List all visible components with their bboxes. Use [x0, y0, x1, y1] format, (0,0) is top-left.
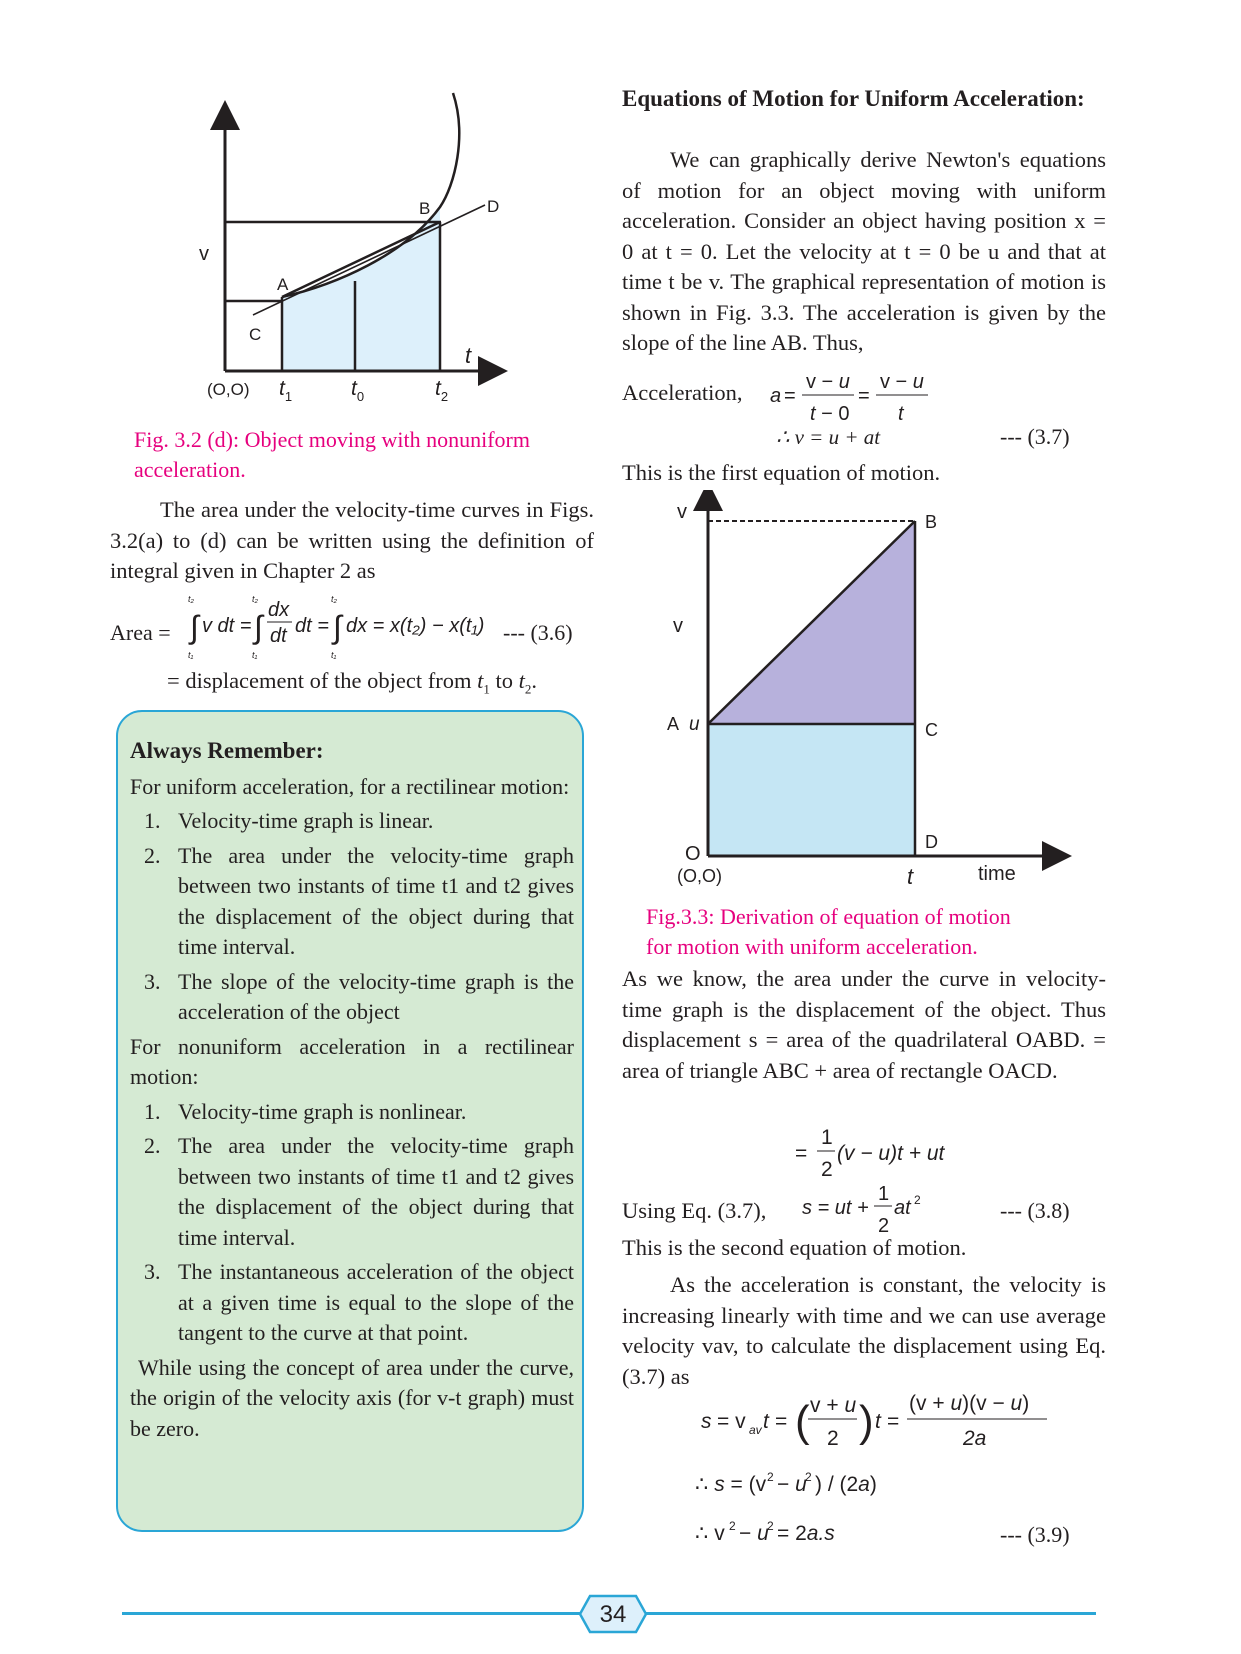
svg-text:(v + u)(v − u): (v + u)(v − u)	[909, 1392, 1030, 1415]
displacement-line: = displacement of the object from $t_1$ to $t_2$.	[167, 668, 538, 697]
label-v-mid: v	[673, 615, 683, 637]
svg-text:2: 2	[767, 1519, 774, 1533]
svg-text:t: t	[763, 1410, 769, 1433]
label-origin: (O,O)	[207, 380, 250, 399]
svg-text:= v: = v	[717, 1410, 746, 1433]
footer-rule-right	[638, 1612, 1096, 1615]
svg-text:v dt =: v dt =	[202, 615, 252, 637]
svg-text:2: 2	[805, 1470, 812, 1484]
left-paragraph: The area under the velocity-time curves in Figs. 3.2(a) to (d) can be written using the definition of integral given in Chapter 2 as	[110, 497, 594, 583]
svg-text:t₁: t₁	[252, 650, 258, 660]
svg-text:t − 0: t − 0	[810, 403, 850, 425]
right-paragraph-3: As the acceleration is constant, the velocity is increasing linearly with time and we can use average velocity vav, to calculate the displacement using Eq. (3.7) as	[622, 1272, 1106, 1389]
always-remember-box	[116, 710, 584, 1532]
svg-text:t₂: t₂	[331, 594, 337, 604]
label-t: t	[907, 864, 914, 889]
label-t2: $t_2$	[435, 377, 449, 404]
svg-text:s = ut +: s = ut +	[802, 1197, 869, 1219]
label-b: B	[925, 512, 938, 532]
right-paragraph-1: We can graphically derive Newton's equations of motion for an object moving with uniform acceleration. Consider an object having position x = 0 at t = 0. Let the velocity at t = 0 be u and that at time t be v. The graphical representation of motion is shown in Fig. 3.3. The acceleration is given by the slope of the line AB. Thus,	[622, 147, 1106, 355]
svg-text:t: t	[898, 403, 904, 425]
svg-text:∫: ∫	[190, 609, 199, 645]
list-item: 1. Velocity-time graph is nonlinear.	[144, 1098, 467, 1124]
first-equation-note: This is the first equation of motion.	[622, 460, 941, 485]
svg-text:2: 2	[827, 1427, 839, 1450]
accel-label: Acceleration,	[622, 380, 743, 405]
svg-text:1: 1	[878, 1183, 890, 1205]
eq-3-8-tag: --- (3.8)	[1000, 1198, 1070, 1223]
svg-text:(v − u)t + ut: (v − u)t + ut	[837, 1142, 945, 1165]
svg-text:2: 2	[878, 1215, 890, 1237]
figure-3-2d	[185, 85, 515, 415]
uniform-intro: For uniform acceleration, for a rectilinear motion:	[130, 773, 570, 799]
label-v-top: v	[677, 501, 687, 523]
svg-text:∴ v: ∴ v	[695, 1522, 725, 1545]
list-item: 2. The area under the velocity-time graph between two instants of time t1 and t2 gives the displacement of the object during that time interval.	[144, 1133, 574, 1250]
label-b: B	[419, 199, 431, 218]
svg-text:t₂: t₂	[188, 594, 194, 604]
label-u: u	[689, 714, 700, 735]
accel-fraction	[768, 368, 968, 428]
uniform-list	[130, 806, 574, 1028]
svg-text:dx = x(t₂) − x(t₁): dx = x(t₂) − x(t₁)	[346, 615, 485, 637]
svg-text:2: 2	[729, 1519, 736, 1533]
footer-rule-left	[122, 1612, 588, 1615]
fig-3-3-caption: Fig.3.3: Derivation of equation of motion for motion with uniform acceleration.	[646, 904, 1011, 959]
svg-text:∫: ∫	[254, 609, 263, 645]
eq-3-7-tag: --- (3.7)	[1000, 424, 1070, 449]
svg-text:2a: 2a	[963, 1427, 987, 1450]
svg-text:av: av	[749, 1423, 762, 1437]
label-a: A	[667, 714, 680, 734]
svg-text:): )	[859, 1397, 874, 1446]
page-number-badge	[578, 1594, 648, 1634]
svg-text:t₂: t₂	[252, 594, 258, 604]
svg-text:dt =: dt =	[295, 615, 329, 637]
right-paragraph-2: As we know, the area under the curve in velocity-time graph is the displacement of the object. Thus displacement s = area of the quadrilateral OABD. = area of triangle ABC + area of rectangle OACD.	[622, 966, 1106, 1083]
svg-text:1: 1	[821, 1126, 833, 1149]
eq-3-8-prefix: Using Eq. (3.7),	[622, 1198, 767, 1223]
label-time: time	[978, 863, 1016, 885]
svg-text:− u: − u	[739, 1522, 769, 1545]
equation-3-6	[110, 592, 600, 662]
remember-title: Always Remember:	[130, 738, 324, 763]
list-item: 3. The slope of the velocity-time graph is the acceleration of the object	[144, 968, 574, 1024]
svg-text:=: =	[775, 1410, 788, 1433]
svg-text:2: 2	[821, 1158, 833, 1181]
svg-text:a: a	[770, 385, 782, 407]
nonuniform-list	[130, 1097, 574, 1349]
svg-text:) / (2a): ) / (2a)	[815, 1473, 877, 1496]
label-origin: (O,O)	[677, 866, 722, 886]
svg-text:2: 2	[767, 1470, 774, 1484]
label-d: D	[487, 197, 500, 216]
label-o: O	[685, 843, 701, 865]
list-item: 1. Velocity-time graph is linear.	[144, 808, 434, 833]
acceleration-equation	[622, 368, 1112, 428]
area-expression	[795, 1122, 975, 1182]
eq-3-7: ∴ v = u + at	[776, 425, 881, 449]
svg-text:∴ s = (v: ∴ s = (v	[695, 1473, 767, 1496]
eq-3-8	[800, 1178, 950, 1238]
svg-text:∫: ∫	[333, 609, 342, 645]
label-t: t	[465, 343, 472, 368]
label-v: v	[199, 243, 209, 265]
label-c: C	[925, 720, 938, 740]
svg-text:dx: dx	[268, 599, 290, 621]
label-c: C	[249, 325, 262, 344]
svg-text:= 2a.s: = 2a.s	[777, 1522, 835, 1545]
figure-3-3	[655, 490, 1075, 900]
svg-text:(: (	[795, 1397, 810, 1446]
svg-text:=: =	[795, 1142, 808, 1165]
list-item: 3. The instantaneous acceleration of the object at a given time is equal to the slope of the tangent to the curve at that point.	[144, 1259, 574, 1345]
svg-text:s: s	[701, 1410, 712, 1433]
eq-3-9-tag: --- (3.9)	[1000, 1522, 1070, 1547]
label-t1: $t_1$	[279, 377, 293, 404]
fig-3-2d-caption: Fig. 3.2 (d): Object moving with nonuniform acceleration.	[134, 427, 530, 482]
nonuniform-intro: For nonuniform acceleration in a rectilinear motion:	[130, 1033, 574, 1089]
label-t0: $t_0$	[351, 377, 365, 404]
label-a: A	[277, 275, 289, 294]
svg-text:2: 2	[914, 1193, 921, 1207]
area-label: Area =	[110, 620, 171, 645]
svg-text:t: t	[875, 1410, 881, 1433]
svg-text:− u: − u	[777, 1473, 807, 1496]
svg-text:v − u: v − u	[880, 371, 924, 393]
page-number: 34	[599, 1601, 627, 1628]
svg-text:t₁: t₁	[331, 650, 337, 660]
rectangle-oacd	[708, 724, 915, 856]
eq-3-6-tag: --- (3.6)	[503, 620, 573, 645]
svg-text:=: =	[784, 385, 796, 407]
list-item: 2. The area under the velocity-time graph between two instants of time t1 and t2 gives the displacement of the object during that time interval.	[144, 842, 574, 959]
second-equation-note: This is the second equation of motion.	[622, 1235, 967, 1260]
label-d: D	[925, 832, 938, 852]
remember-closing: While using the concept of area under the curve, the origin of the velocity axis (for v-t graph) must be zero.	[130, 1354, 574, 1441]
svg-text:=: =	[887, 1410, 900, 1433]
svg-text:at: at	[894, 1197, 911, 1219]
svg-text:t₁: t₁	[188, 650, 194, 660]
svg-text:=: =	[858, 385, 870, 407]
svg-text:v − u: v − u	[806, 371, 850, 393]
svg-text:v + u: v + u	[810, 1394, 857, 1417]
svg-text:dt: dt	[270, 625, 287, 647]
section-heading: Equations of Motion for Uniform Acceleration:	[622, 86, 1085, 111]
